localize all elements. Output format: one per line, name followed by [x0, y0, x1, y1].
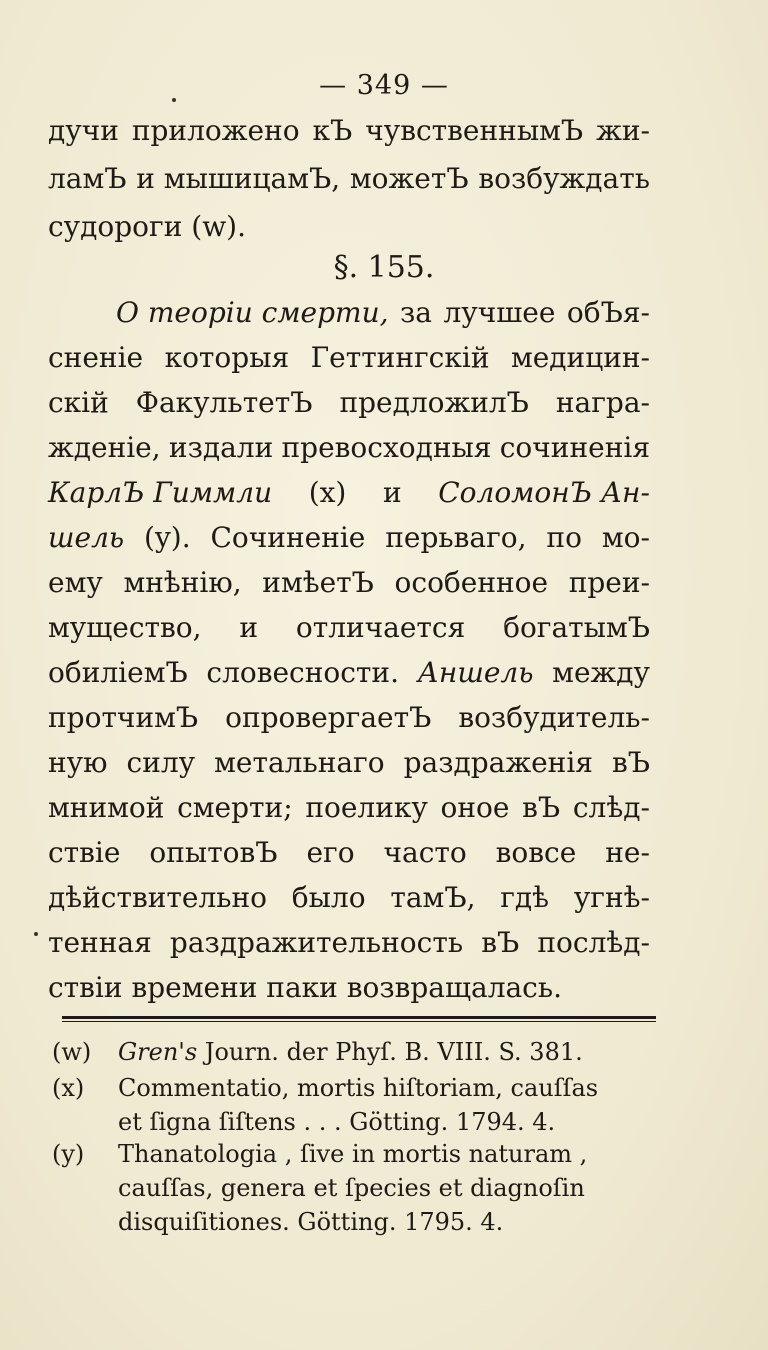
footnote-x: (x) Commentatio, mortis hiſtoriam, cauſſas — [52, 1074, 599, 1102]
text-line: тенная раздражительность вЪ послѣд- — [48, 926, 650, 959]
text-line: ему мнѣнію, имѣетЪ особенное преи- — [48, 566, 650, 599]
text-line: сненіе которыя Геттингскій медицин- — [48, 341, 650, 374]
ink-speck — [34, 932, 38, 936]
footnote-y-continuation: cauſſas, genera et ſpecies et diagnoſin — [118, 1174, 585, 1202]
text-line: дучи приложено кЪ чувственнымЪ жи- — [48, 114, 650, 147]
text-line: скій ФакультетЪ предложилЪ награ- — [48, 386, 650, 419]
text-line: обиліемЪ словесности. Аншель между — [48, 656, 650, 689]
footnote-x-continuation: et ſigna ſiſtens . . . Götting. 1794. 4. — [118, 1108, 556, 1136]
text-line: ламЪ и мышицамЪ, можетЪ возбуждать — [48, 162, 650, 195]
text-line: мнимой смерти; поелику оное вЪ слѣд- — [48, 791, 650, 824]
footnote-w: (w) Gren's Journ. der Phyſ. B. VIII. S. 381. — [52, 1038, 583, 1066]
text-line: ную силу метальнаго раздраженія вЪ — [48, 746, 650, 779]
text-line: судороги (w). — [48, 210, 246, 243]
text-line: мущество, и отличается богатымЪ — [48, 611, 650, 644]
section-heading: §. 155. — [333, 250, 435, 285]
page-number: — 349 — — [319, 70, 449, 101]
footnote-rule — [62, 1016, 656, 1022]
footnote-y-continuation: disquiſitiones. Götting. 1795. 4. — [118, 1208, 504, 1236]
text-line: протчимЪ опровергаетЪ возбудитель- — [48, 701, 650, 734]
text-line: КарлЪ Гиммли (x) и СоломонЪ Ан- — [48, 476, 650, 509]
text-line: шель (y). Сочиненіе перьваго, по мо- — [48, 521, 650, 554]
footnote-y: (y) Thanatologia , ſive in mortis naturam , — [52, 1140, 588, 1168]
text-line: ствіи времени паки возвращалась. — [48, 971, 563, 1004]
text-line: ствіе опытовЪ его часто вовсе не- — [48, 836, 650, 869]
text-line: жденіе, издали превосходныя сочиненія — [48, 431, 650, 464]
text-line: дѣйствительно было тамЪ, гдѣ угнѣ- — [48, 881, 650, 914]
text-line: О теоріи смерти, за лучшее обЪя- — [116, 296, 650, 329]
